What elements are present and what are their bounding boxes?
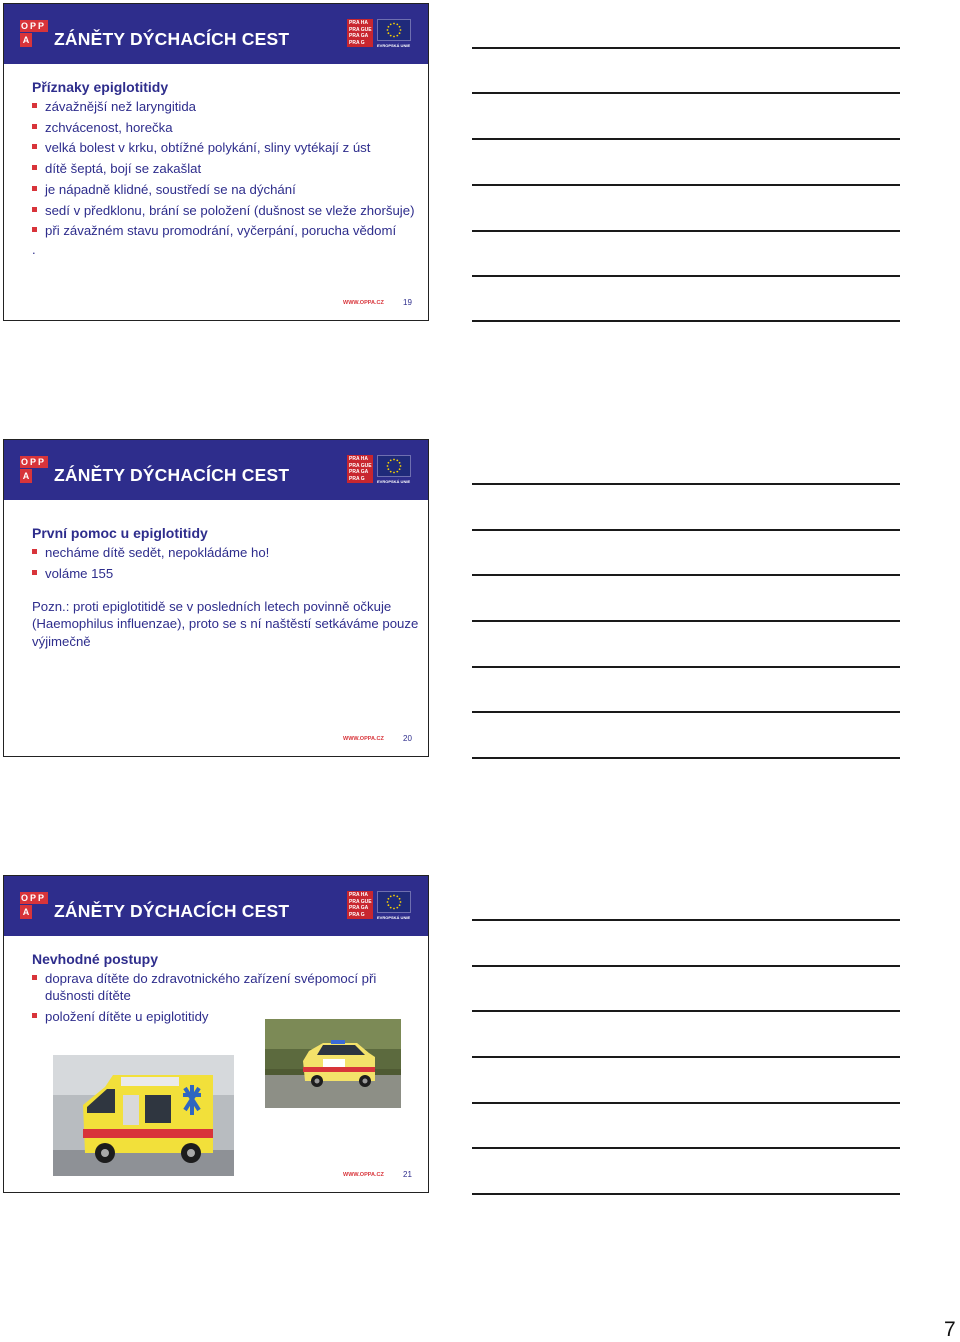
list-item: voláme 155 (32, 565, 422, 582)
note-line (472, 1102, 900, 1104)
bullet-icon (32, 186, 37, 191)
slide-19 (3, 3, 429, 321)
note-line (472, 620, 900, 622)
slide-number: 20 (403, 734, 412, 743)
list-item: dítě šeptá, bojí se zakašlat (32, 160, 422, 177)
oppa-logo-bottom: A (20, 469, 32, 483)
eu-logo (377, 891, 411, 921)
note-line (472, 230, 900, 232)
note-line (472, 138, 900, 140)
praha-logo: PRA HA PRA GUE PRA GA PRA G (349, 892, 372, 918)
slide-heading: První pomoc u epiglotitidy (32, 525, 208, 541)
eu-flag-icon (377, 19, 411, 41)
list-item: sedí v předklonu, brání se položení (dušnost se vleže zhoršuje) (32, 202, 422, 219)
note-line (472, 275, 900, 277)
note-line (472, 574, 900, 576)
slide-header (4, 4, 428, 64)
note-line (472, 1010, 900, 1012)
oppa-logo (20, 456, 48, 486)
slide-20 (3, 439, 429, 757)
note-line (472, 1193, 900, 1195)
note-line (472, 1147, 900, 1149)
list-item: doprava dítěte do zdravotnického zařízení svépomocí při dušnosti dítěte (32, 970, 422, 1004)
note-line (472, 92, 900, 94)
trailing-dot: . (32, 242, 36, 258)
list-item: velká bolest v krku, obtížné polykání, sliny vytékají z úst (32, 139, 422, 156)
note-line (472, 483, 900, 485)
eu-label: EVROPSKÁ UNIE (377, 915, 411, 920)
slide-heading: Nevhodné postupy (32, 951, 159, 967)
bullet-icon (32, 124, 37, 129)
eu-flag-icon (377, 455, 411, 477)
eu-logo (377, 19, 411, 49)
slide-number: 21 (403, 1170, 412, 1179)
bullet-icon (32, 975, 37, 980)
footer-url[interactable]: WWW.OPPA.CZ (343, 1172, 384, 1178)
note-line (472, 320, 900, 322)
note-line (472, 47, 900, 49)
slide-content (32, 78, 422, 257)
ambulance-van-photo (53, 1055, 234, 1176)
bullet-list (32, 544, 422, 582)
eu-label: EVROPSKÁ UNIE (377, 43, 411, 48)
list-item: necháme dítě sedět, nepokládáme ho! (32, 544, 422, 561)
slide-header (4, 440, 428, 500)
note-line (472, 919, 900, 921)
praha-logo: PRA HA PRA GUE PRA GA PRA G (349, 20, 372, 46)
bullet-icon (32, 549, 37, 554)
note-line (472, 711, 900, 713)
oppa-logo-bottom: A (20, 33, 32, 47)
oppa-logo (20, 20, 48, 50)
list-item: závažnější než laryngitida (32, 98, 422, 115)
oppa-logo (20, 892, 48, 922)
eu-logo (377, 455, 411, 485)
bullet-list (32, 98, 422, 239)
slide-heading: Příznaky epiglotitidy (32, 79, 169, 95)
bullet-list (32, 970, 422, 1025)
slide-header (4, 876, 428, 936)
bullet-icon (32, 227, 37, 232)
list-item: zchvácenost, horečka (32, 119, 422, 136)
footer-url[interactable]: WWW.OPPA.CZ (343, 736, 384, 742)
oppa-logo-top: OPP (21, 21, 47, 31)
oppa-logo-top: OPP (21, 457, 47, 467)
bullet-icon (32, 165, 37, 170)
praha-logo: PRA HA PRA GUE PRA GA PRA G (349, 456, 372, 482)
footer-url[interactable]: WWW.OPPA.CZ (343, 300, 384, 306)
oppa-logo-top: OPP (21, 893, 47, 903)
ambulance-car-photo (265, 1019, 401, 1108)
note-line (472, 757, 900, 759)
eu-label: EVROPSKÁ UNIE (377, 479, 411, 484)
slide-title: ZÁNĚTY DÝCHACÍCH CEST (54, 29, 290, 49)
slide-number: 19 (403, 298, 412, 307)
note-line (472, 1056, 900, 1058)
slide-content (32, 950, 422, 1029)
page-number: 7 (944, 1318, 956, 1341)
slide-21 (3, 875, 429, 1193)
oppa-logo-bottom: A (20, 905, 32, 919)
list-item: položení dítěte u epiglotitidy (32, 1008, 422, 1025)
note-line (472, 184, 900, 186)
note-line (472, 666, 900, 668)
slide-title: ZÁNĚTY DÝCHACÍCH CEST (54, 465, 290, 485)
bullet-icon (32, 1013, 37, 1018)
bullet-icon (32, 570, 37, 575)
list-item: při závažném stavu promodrání, vyčerpání, porucha vědomí (32, 222, 422, 239)
bullet-icon (32, 103, 37, 108)
list-item: je nápadně klidné, soustředí se na dýchání (32, 181, 422, 198)
slide-title: ZÁNĚTY DÝCHACÍCH CEST (54, 901, 290, 921)
bullet-icon (32, 144, 37, 149)
eu-flag-icon (377, 891, 411, 913)
bullet-icon (32, 207, 37, 212)
slide-note: Pozn.: proti epiglotitidě se v posledních letech povinně očkuje (Haemophilus influenzae), proto se s ní naštěstí setkáváme pouze výjimečně (32, 598, 419, 649)
note-line (472, 529, 900, 531)
note-line (472, 965, 900, 967)
slide-content (32, 524, 422, 650)
